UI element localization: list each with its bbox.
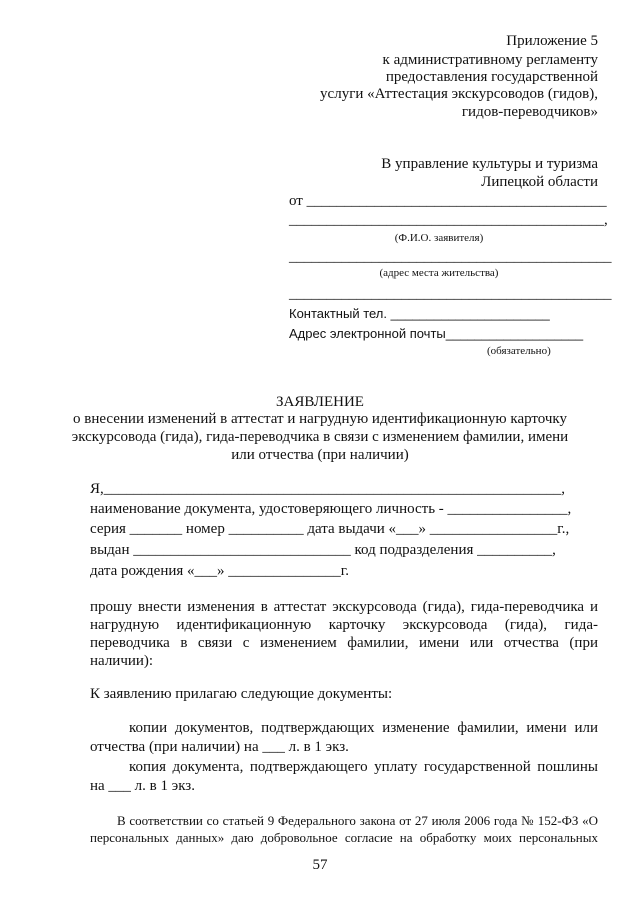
email-line: Адрес электронной почты___________________ <box>289 326 584 341</box>
document-title: ЗАЯВЛЕНИЕ <box>276 394 364 410</box>
phone-line: Контактный тел. ______________________ <box>289 306 550 321</box>
appendix-line-1: Приложение 5 <box>506 33 598 49</box>
page-number: 57 <box>312 857 328 873</box>
birth-date-line: дата рождения «___» _______________г. <box>90 563 349 579</box>
consent-line-1: В соответствии со статьей 9 Федерального закона от 27 июля 2006 года № 152-ФЗ «О <box>117 813 598 828</box>
appendix-line-4: услуги «Аттестация экскурсоводов (гидов), <box>320 86 598 102</box>
series-number-line: серия _______ номер __________ дата выдачи «___» _________________г., <box>90 521 570 537</box>
request-line-3: переводчика в связи с изменением фамилии, имени или отчества (при <box>90 635 598 651</box>
blank-line-2: ___________________________________________ <box>289 286 612 302</box>
from-line: от ________________________________________ <box>289 193 607 209</box>
address-caption: (адрес места жительства) <box>379 267 499 279</box>
attachment-1-line-2: отчества (при наличии) на ___ л. в 1 экз. <box>90 739 349 755</box>
attachment-2-line-1: копия документа, подтверждающего уплату государственной пошлины <box>129 759 598 775</box>
attachment-1-line-1: копии документов, подтверждающих изменение фамилии, имени или <box>129 720 598 736</box>
appendix-line-5: гидов-переводчиков» <box>461 104 598 120</box>
request-line-1: прошу внести изменения в аттестат экскурсовода (гида), гида-переводчика и <box>90 599 598 615</box>
request-line-2: нагрудную идентификационную карточку экскурсовода (гида), гида- <box>90 617 598 633</box>
request-line-4: наличии): <box>90 653 154 669</box>
attachment-2-line-2: на ___ л. в 1 экз. <box>90 778 195 794</box>
consent-line-2: персональных данных» даю добровольное согласие на обработку моих персональных <box>90 830 598 845</box>
applicant-name-line: Я,_____________________________________________________________, <box>90 481 566 497</box>
appendix-line-3: предоставления государственной <box>385 69 598 85</box>
blank-line: __________________________________________, <box>289 212 608 228</box>
recipient-line-1: В управление культуры и туризма <box>381 156 598 172</box>
appendix-line-2: к административному регламенту <box>382 52 598 68</box>
issued-by-line: выдан _____________________________ код подразделения __________, <box>90 542 556 558</box>
fio-caption: (Ф.И.О. заявителя) <box>394 232 484 244</box>
title-line-2: экскурсовода (гида), гида-переводчика в связи с изменением фамилии, имени <box>71 429 569 445</box>
attachments-intro: К заявлению прилагаю следующие документы: <box>90 686 393 702</box>
recipient-line-2: Липецкой области <box>481 174 598 190</box>
address-line: ___________________________________________ <box>289 249 612 265</box>
required-caption: (обязательно) <box>487 345 551 357</box>
title-line-3: или отчества (при наличии) <box>231 447 409 463</box>
id-document-line: наименование документа, удостоверяющего личность - ________________, <box>90 501 572 517</box>
title-line-1: о внесении изменений в аттестат и нагрудную идентификационную карточку <box>73 411 567 427</box>
